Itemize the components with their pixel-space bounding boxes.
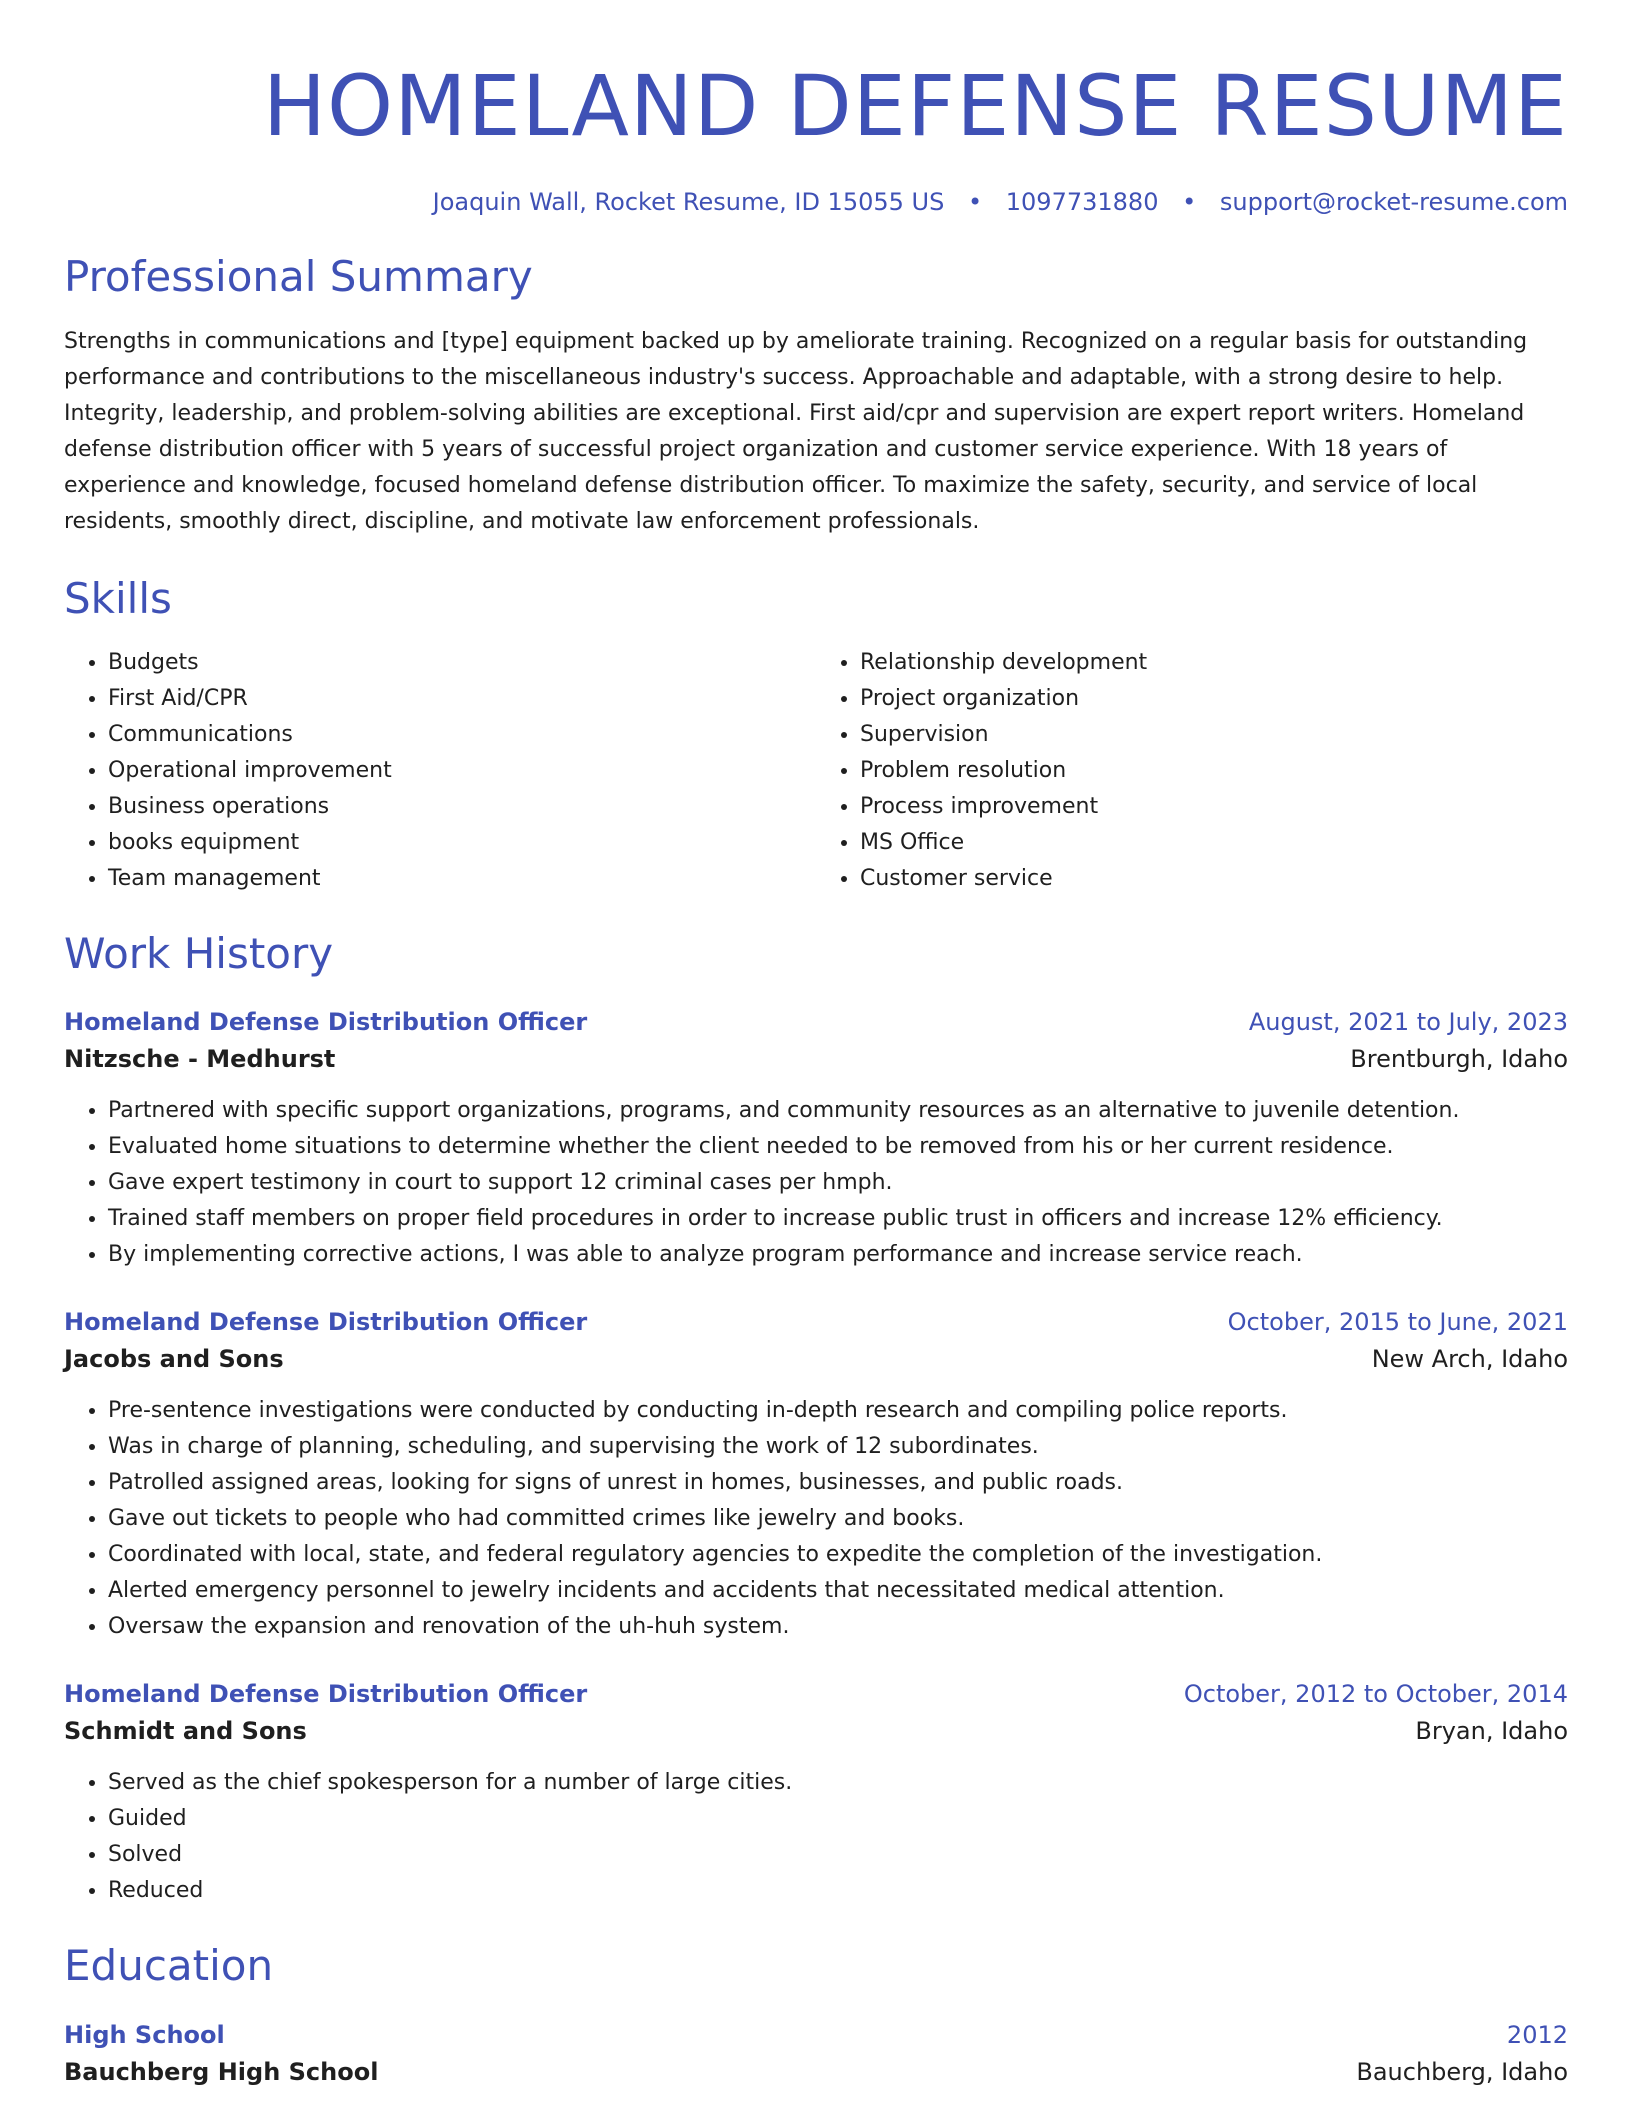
job-bullet: • Alerted emergency personnel to jewelry incidents and accidents that necessitated medical attention. — [108, 1573, 1568, 1609]
skill-item: • Customer service — [860, 861, 1568, 897]
skill-item: • Problem resolution — [860, 753, 1568, 789]
skill-item: • Operational improvement — [108, 753, 816, 789]
contact-email[interactable]: support@rocket-resume.com — [1219, 187, 1568, 216]
job-title: Homeland Defense Distribution Officer — [64, 1680, 588, 1709]
skill-item: • Project organization — [860, 681, 1568, 717]
job-bullet: • Gave expert testimony in court to support 12 criminal cases per hmph. — [108, 1165, 1568, 1201]
contact-separator: • — [967, 187, 983, 216]
job-bullet: • Served as the chief spokesperson for a number of large cities. — [108, 1765, 1568, 1801]
resume-header — [64, 56, 1568, 218]
job-bullets — [64, 1093, 1568, 1273]
job-location: Brentburgh, Idaho — [1350, 1045, 1568, 1074]
skill-item: • Relationship development — [860, 645, 1568, 681]
job-company: Jacobs and Sons — [64, 1345, 284, 1374]
skill-item: • Team management — [108, 861, 816, 897]
section-heading-skills: Skills — [64, 574, 172, 624]
skill-item: • Supervision — [860, 717, 1568, 753]
section-heading-education: Education — [64, 1941, 274, 1991]
education-degree-row — [64, 2018, 1568, 2052]
section-heading-summary: Professional Summary — [64, 251, 533, 301]
contact-line — [64, 187, 1568, 218]
skill-item: • Process improvement — [860, 789, 1568, 825]
job-bullet: • Was in charge of planning, scheduling, and supervising the work of 12 subordinates. — [108, 1429, 1568, 1465]
job-bullet: • Pre-sentence investigations were conducted by conducting in-depth research and compiling police reports. — [108, 1393, 1568, 1429]
skill-item: • Business operations — [108, 789, 816, 825]
job-company-row — [64, 1039, 1568, 1079]
contact-phone[interactable]: 1097731880 — [1005, 187, 1159, 216]
skill-item: • First Aid/CPR — [108, 681, 816, 717]
job-dates: August, 2021 to July, 2023 — [1248, 1008, 1568, 1037]
education-school: Bauchberg High School — [64, 2057, 379, 2086]
skill-item: • books equipment — [108, 825, 816, 861]
skills-list-left — [64, 645, 816, 897]
education-entry — [64, 2018, 1568, 2092]
job-bullets — [64, 1765, 1568, 1909]
job-title-row — [64, 1005, 1568, 1039]
job-bullet: • Solved — [108, 1837, 1568, 1873]
professional-summary-section — [64, 252, 1568, 540]
job-company: Nitzsche - Medhurst — [64, 1045, 336, 1074]
job-bullet: • Gave out tickets to people who had committed crimes like jewelry and books. — [108, 1501, 1568, 1537]
job-bullet: • Coordinated with local, state, and federal regulatory agencies to expedite the completion of the investigation. — [108, 1537, 1568, 1573]
job-location: Bryan, Idaho — [1415, 1717, 1568, 1746]
contact-separator: • — [1182, 187, 1197, 216]
education-section — [64, 1941, 1568, 2091]
skill-item: • Communications — [108, 717, 816, 753]
job-entry — [64, 1677, 1568, 1909]
work-history-section — [64, 929, 1568, 1909]
skills-grid — [64, 645, 1568, 897]
job-entry — [64, 1305, 1568, 1645]
skills-section — [64, 574, 1568, 896]
job-company-row — [64, 1339, 1568, 1379]
job-dates: October, 2012 to October, 2014 — [1183, 1680, 1568, 1709]
job-title: Homeland Defense Distribution Officer — [64, 1308, 588, 1337]
job-company-row — [64, 1711, 1568, 1751]
job-bullet: • Evaluated home situations to determine whether the client needed to be removed from his or her current residence. — [108, 1129, 1568, 1165]
job-bullet: • Trained staff members on proper field procedures in order to increase public trust in officers and increase 12% efficiency. — [108, 1201, 1568, 1237]
job-bullet: • Oversaw the expansion and renovation of the uh-huh system. — [108, 1609, 1568, 1645]
skill-item: • Budgets — [108, 645, 816, 681]
job-location: New Arch, Idaho — [1371, 1345, 1568, 1374]
job-title-row — [64, 1305, 1568, 1339]
job-title-row — [64, 1677, 1568, 1711]
resume-title: HOMELAND DEFENSE RESUME — [262, 57, 1568, 155]
education-degree: High School — [64, 2020, 225, 2049]
skills-list-right — [816, 645, 1568, 897]
summary-text: Strengths in communications and [type] equipment backed up by ameliorate training. Recognized on a regular basis for outstanding performance and contributions to the miscellaneous industry's success. Approachable and adaptable, with a strong desire to help. Integrity, leadership, and problem-solving abilities are exceptional. First aid/cpr and supervision are expert report writers. Homeland defense distribution officer with 5 years of successful project organization and customer service experience. With 18 years of experience and knowledge, focused homeland defense distribution officer. To maximize the safety, security, and service of local residents, smoothly direct, discipline, and motivate law enforcement professionals. — [64, 329, 1528, 535]
job-bullets — [64, 1393, 1568, 1645]
skill-item: • MS Office — [860, 825, 1568, 861]
job-bullet: • Guided — [108, 1801, 1568, 1837]
job-bullet: • Reduced — [108, 1873, 1568, 1909]
job-entry — [64, 1005, 1568, 1273]
job-dates: October, 2015 to June, 2021 — [1227, 1308, 1568, 1337]
education-year: 2012 — [1506, 2020, 1568, 2049]
education-location: Bauchberg, Idaho — [1356, 2057, 1568, 2086]
job-bullet: • Patrolled assigned areas, looking for signs of unrest in homes, businesses, and public roads. — [108, 1465, 1568, 1501]
contact-address: Joaquin Wall, Rocket Resume, ID 15055 US — [432, 187, 945, 216]
education-school-row — [64, 2052, 1568, 2092]
job-bullet: • Partnered with specific support organizations, programs, and community resources as an alternative to juvenile detention. — [108, 1093, 1568, 1129]
job-title: Homeland Defense Distribution Officer — [64, 1008, 588, 1037]
section-heading-work-history: Work History — [64, 928, 334, 978]
job-company: Schmidt and Sons — [64, 1717, 307, 1746]
job-bullet: • By implementing corrective actions, I was able to analyze program performance and increase service reach. — [108, 1237, 1568, 1273]
